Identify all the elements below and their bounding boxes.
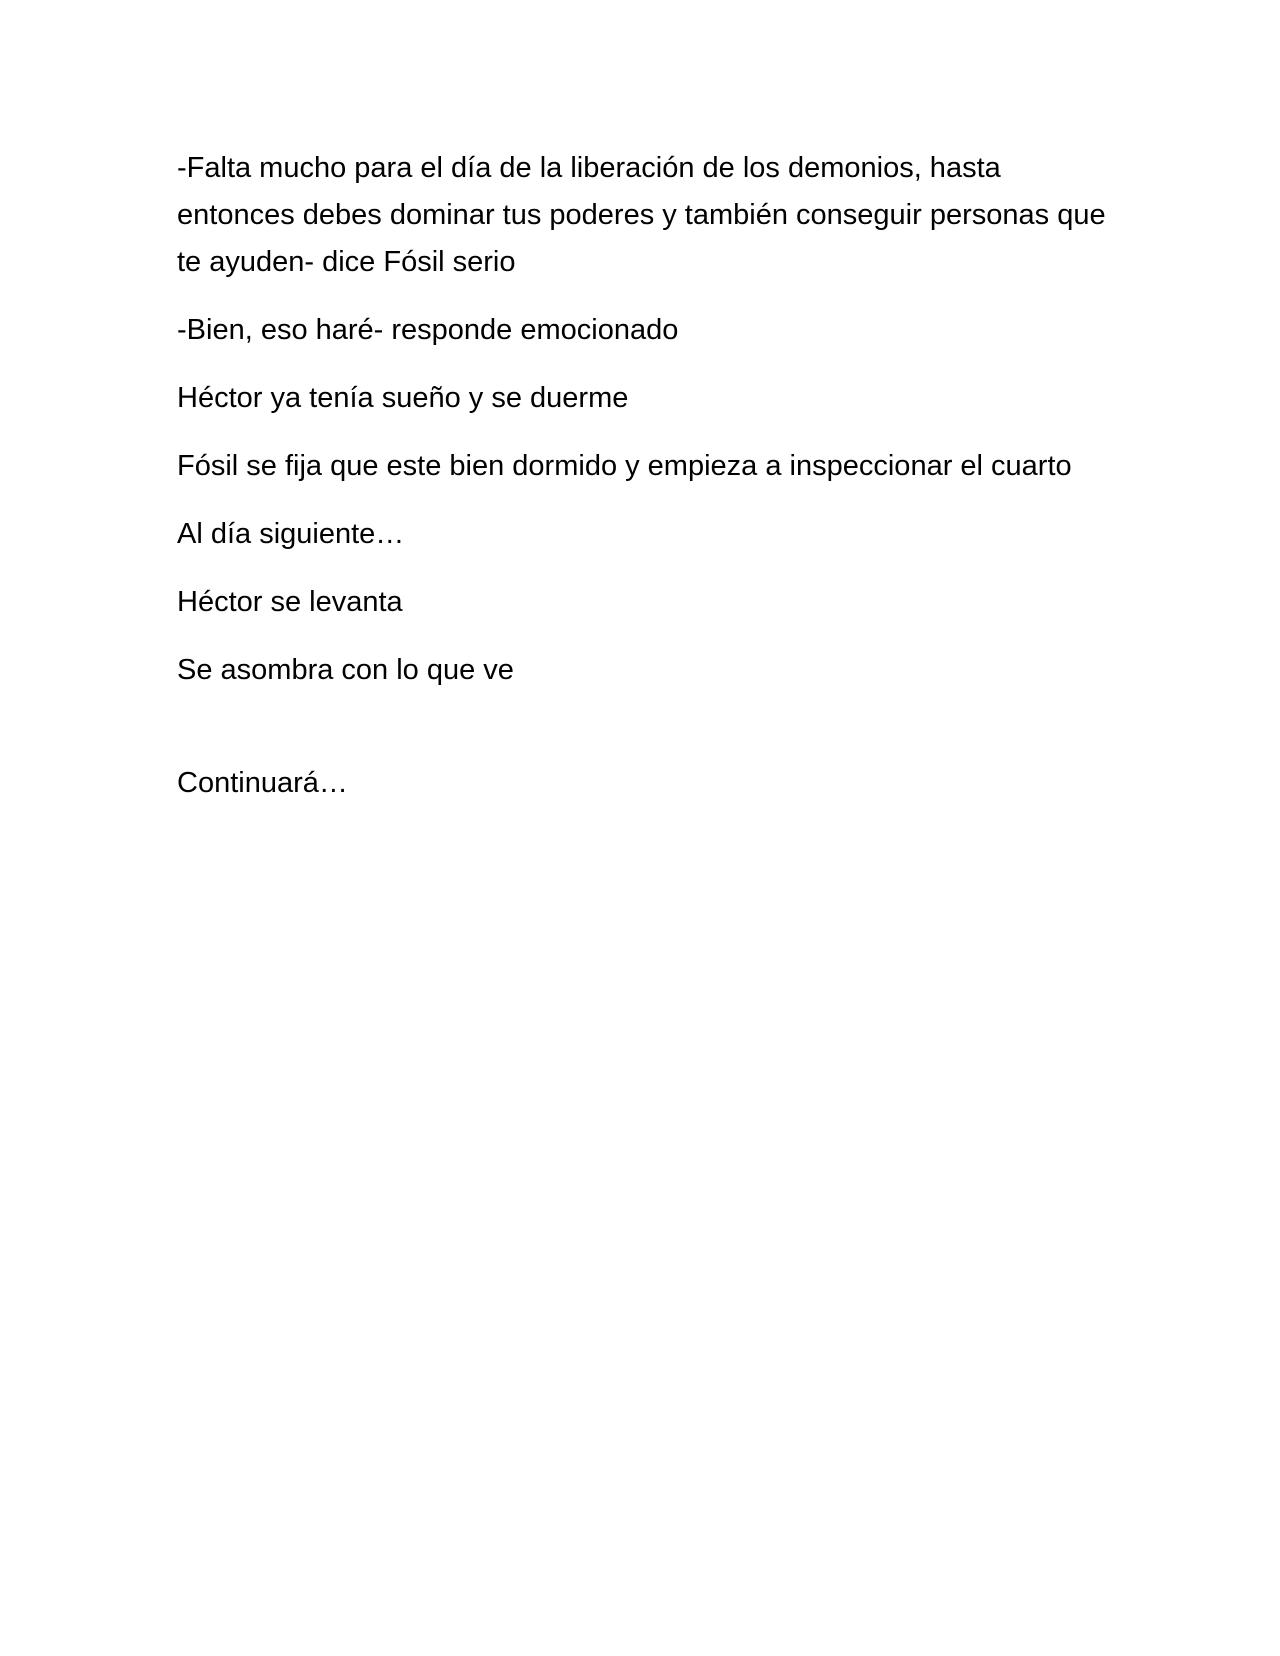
paragraph: Se asombra con lo que ve — [177, 654, 514, 686]
paragraph: -Bien, eso haré- responde emocionado — [177, 314, 679, 346]
closing-line: Continuará… — [177, 767, 348, 799]
paragraph: -Falta mucho para el día de la liberación de los demonios, hasta entonces debes dominar tus poderes y también conseguir personas que te ayuden- dice Fósil serio — [177, 152, 1106, 278]
document-body — [177, 145, 1107, 828]
paragraph: Al día siguiente… — [177, 518, 405, 550]
paragraph: Héctor se levanta — [177, 586, 403, 618]
paragraph: Héctor ya tenía sueño y se duerme — [177, 382, 629, 414]
paragraph: Fósil se fija que este bien dormido y empieza a inspeccionar el cuarto — [177, 450, 1072, 482]
